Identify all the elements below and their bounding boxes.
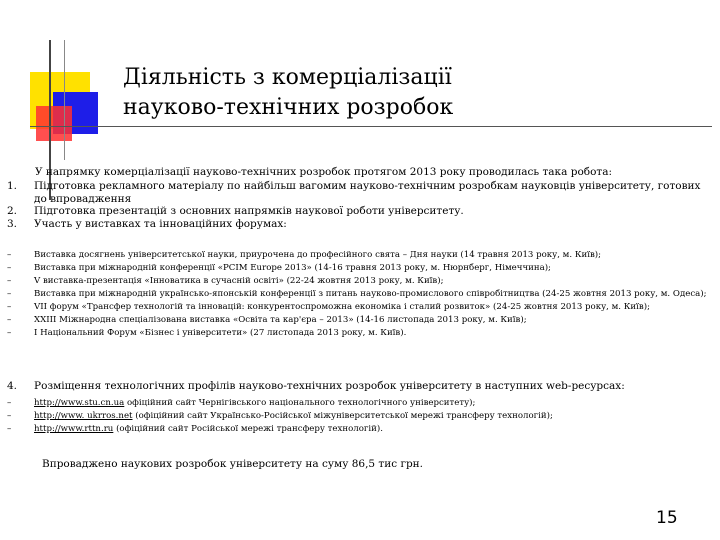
intro-paragraph: У напрямку комерціалізації науково-технічних розробок протягом 2013 року проводилась така робота: [35, 166, 613, 178]
list-item [7, 397, 712, 410]
resource-link[interactable]: http://www. ukrros.net [34, 411, 133, 421]
list-item-text: Підготовка презентацій з основних напрямків наукової роботи університету. [34, 205, 464, 217]
list-item-text: І Національний Форум «Бізнес і університети» (27 листопада 2013 року, м. Київ). [34, 328, 407, 338]
list-item-text: Підготовка рекламного матеріалу по найбільш вагомим науково-технічним розробкам науковців університету, готових до впровадження [34, 180, 701, 205]
resource-link[interactable]: http://www.stu.cn.ua [34, 398, 125, 408]
slide-title-line-1: Діяльність з комерціалізації [123, 65, 452, 90]
list-marker: – [7, 398, 12, 408]
list-item-4 [7, 380, 712, 393]
exhibitions-list [7, 249, 712, 340]
list-marker: – [7, 424, 12, 434]
list-item [7, 180, 712, 205]
list-item [7, 410, 712, 423]
list-marker: 3. [7, 217, 18, 230]
list-item [7, 218, 712, 231]
list-item-text: Розміщення технологічних профілів науково-технічних розробок університету в наступних web-ресурсах: [34, 380, 625, 392]
list-marker: – [7, 315, 12, 325]
list-item-text [34, 423, 712, 436]
list-item [7, 275, 712, 288]
list-marker: – [7, 263, 12, 273]
list-item-text: VII форум «Трансфер технологій та інновацій: конкурентоспроможна економіка і сталий розвиток» (24-25 жовтня 2013 року, м. Київ); [34, 302, 650, 312]
decor-vertical-line-thin [64, 40, 65, 160]
list-marker: 4. [7, 380, 18, 392]
list-item [7, 249, 712, 262]
page-number: 15 [656, 508, 678, 528]
list-item [7, 314, 712, 327]
resources-list [7, 397, 712, 436]
list-marker: – [7, 411, 12, 421]
list-marker: 1. [7, 180, 18, 192]
list-item-text: Виставка при міжнародній українсько-японській конференції з питань науково-промислового співробітництва (24-25 жовтня 2013 року, м. Одеса); [34, 289, 707, 299]
list-marker: – [7, 289, 12, 299]
list-item-text: Виставка при міжнародній конференції «PCIM Europe 2013» (14-16 травня 2013 року, м. Нюрнберг, Німеччина); [34, 263, 551, 273]
list-item-text: V виставка-презентація «Інноватика в сучасній освіті» (22-24 жовтня 2013 року, м. Київ); [34, 276, 444, 286]
list-item [7, 301, 712, 314]
list-marker: – [7, 328, 12, 338]
list-marker: – [7, 276, 12, 286]
list-item-text: XXIII Міжнародна спеціалізована виставка «Освіта та кар'єра – 2013» (14-16 листопада 2013 року, м. Київ); [34, 315, 527, 325]
list-marker: 2. [7, 205, 18, 217]
resource-link[interactable]: http://www.rttn.ru [34, 424, 114, 434]
slide-title-line-2: науково-технічних розробок [123, 95, 454, 120]
list-item [7, 423, 712, 436]
list-marker: – [7, 302, 12, 312]
summary-paragraph: Впроваджено наукових розробок університету на суму 86,5 тис грн. [42, 458, 424, 470]
list-item [7, 205, 712, 218]
list-item-text: Участь у виставках та інноваційних форумах: [34, 217, 287, 230]
decor-red-square [36, 106, 72, 141]
resource-description: (офіційний сайт Українсько-Російської міжуніверситетської мережі трансферу технологій); [132, 411, 553, 421]
list-item-text [34, 410, 712, 423]
list-item [7, 327, 712, 340]
decor-horizontal-rule [30, 126, 712, 127]
list-item [7, 380, 712, 393]
resource-description: (офіційний сайт Російської мережі трансферу технологій). [113, 424, 383, 434]
numbered-list [7, 180, 712, 230]
list-item [7, 262, 712, 275]
list-marker: – [7, 250, 12, 260]
list-item [7, 288, 712, 301]
list-item-text: Виставка досягнень університетської науки, приурочена до професійного свята – Дня науки (14 травня 2013 року, м. Київ); [34, 250, 602, 260]
resource-description: офіційний сайт Чернігівського національного технологічного університету); [124, 398, 476, 408]
slide-title [123, 63, 453, 123]
list-item-text [34, 397, 712, 410]
